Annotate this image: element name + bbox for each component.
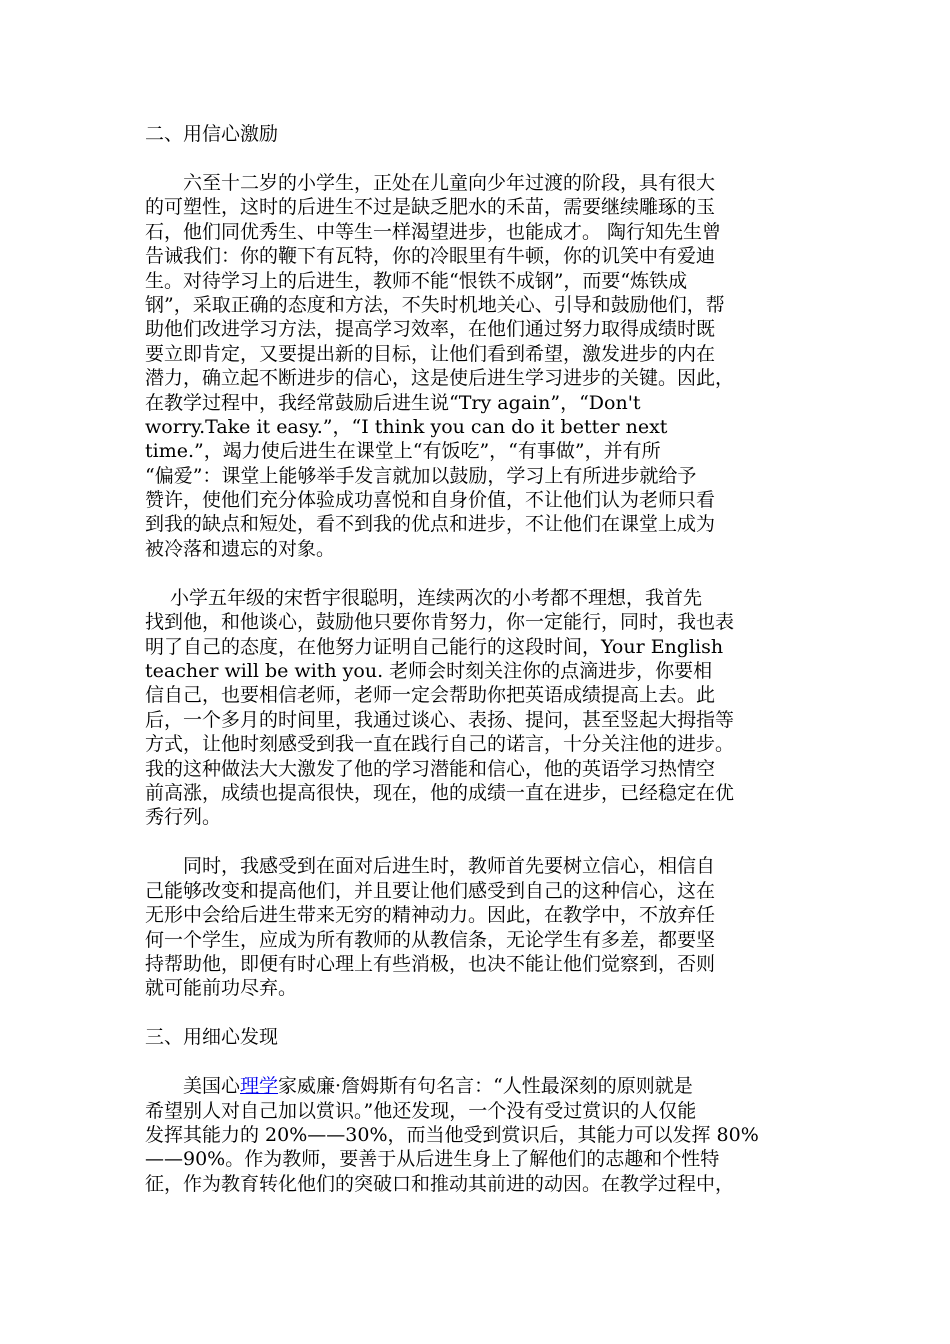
text-line: 找到他，和他谈心，鼓励他只要你肯努力，你一定能行，同时，我也表 — [145, 611, 735, 634]
paragraph — [145, 171, 813, 561]
text-line: 方式，让他时刻感受到我一直在践行自己的诺言，十分关注他的进步。 — [145, 733, 735, 756]
text-segment: 家威廉·詹姆斯有句名言：“人性最深刻的原则就是 — [278, 1075, 693, 1098]
text-line: 后，一个多月的时间里，我通过谈心、表扬、提问，甚至竖起大拇指等 — [145, 708, 735, 731]
spacer — [145, 1050, 813, 1075]
text-line: worry.Take it easy.”，“I think you can do it better next — [145, 415, 668, 438]
text-line: 赞许，使他们充分体验成功喜悦和自身价值，不让他们认为老师只看 — [145, 489, 716, 512]
text-line: 要立即肯定，又要提出新的目标，让他们看到希望，激发进步的内在 — [145, 342, 716, 365]
document-page — [145, 122, 813, 1196]
text-line: 何一个学生，应成为所有教师的从教信条，无论学生有多差，都要坚 — [145, 928, 716, 951]
text-line: 同时，我感受到在面对后进生时，教师首先要树立信心，相信自 — [145, 855, 716, 878]
spacer — [145, 1001, 813, 1026]
text-line: 钢”，采取正确的态度和方法，不失时机地关心、引导和鼓励他们，帮 — [145, 293, 725, 316]
text-line: 告诫我们：你的鞭下有瓦特，你的冷眼里有牛顿，你的讥笑中有爱迪 — [145, 245, 716, 268]
section-heading: 三、用细心发现 — [145, 1026, 279, 1049]
text-line: teacher will be with you. 老师会时刻关注你的点滴进步，你要相 — [145, 660, 713, 682]
text-line: 在教学过程中，我经常鼓励后进生说“Try again”，“Don't — [145, 391, 641, 414]
text-line: 被冷落和遗忘的对象。 — [145, 537, 336, 560]
text-line: 发挥其能力的 20%——30%，而当他受到赏识后，其能力可以发挥 80% — [145, 1124, 759, 1147]
text-line: “偏爱”：课堂上能够举手发言就加以鼓励，学习上有所进步就给予 — [145, 464, 697, 487]
text-line: 生。对待学习上的后进生，教师不能“恨铁不成钢”，而要“炼铁成 — [145, 269, 688, 292]
text-line: 助他们改进学习方法，提高学习效率，在他们通过努力取得成绩时既 — [145, 318, 716, 341]
text-line: 己能够改变和提高他们，并且要让他们感受到自己的这种信心，这在 — [145, 879, 716, 902]
spacer — [145, 830, 813, 855]
text-line: 六至十二岁的小学生，正处在儿童向少年过渡的阶段，具有很大 — [145, 171, 716, 194]
text-line: 前高涨，成绩也提高很快，现在，他的成绩一直在进步，已经稳定在优 — [145, 781, 735, 804]
text-line: time.”，竭力使后进生在课堂上“有饭吃”，“有事做”，并有所 — [145, 440, 661, 463]
text-line: 的可塑性，这时的后进生不过是缺乏肥水的禾苗，需要继续雕琢的玉 — [145, 196, 716, 219]
section-heading: 二、用信心激励 — [145, 123, 279, 145]
spacer — [145, 561, 813, 586]
psychology-link[interactable]: 理学 — [240, 1075, 279, 1098]
text-line: 信自己，也要相信老师，老师一定会帮助你把英语成绩提高上去。此 — [145, 684, 716, 707]
text-line: 明了自己的态度，在他努力证明自己能行的这段时间，Your English — [145, 635, 724, 658]
paragraph — [145, 586, 813, 830]
text-line: 征，作为教育转化他们的突破口和推动其前进的动因。在教学过程中， — [145, 1172, 735, 1195]
text-line — [145, 1074, 813, 1098]
text-line: 秀行列。 — [145, 806, 222, 829]
text-line: 无形中会给后进生带来无穷的精神动力。因此，在教学中，不放弃任 — [145, 904, 716, 927]
text-line: 就可能前功尽弃。 — [145, 977, 298, 1000]
spacer — [145, 146, 813, 171]
text-line: 希望别人对自己加以赏识。”他还发现，一个没有受过赏识的人仅能 — [145, 1099, 697, 1122]
text-line: 持帮助他，即便有时心理上有些消极，也决不能让他们觉察到，否则 — [145, 952, 716, 975]
text-line: 潜力，确立起不断进步的信心，这是使后进生学习进步的关键。因此， — [145, 367, 735, 390]
text-line: 石，他们同优秀生、中等生一样渴望进步，也能成才。 陶行知先生曾 — [145, 220, 722, 243]
text-line: ——90%。作为教师，要善于从后进生身上了解他们的志趣和个性特 — [145, 1148, 720, 1171]
text-segment: 美国心 — [145, 1075, 241, 1098]
paragraph — [145, 1074, 813, 1196]
paragraph — [145, 854, 813, 1000]
text-line: 到我的缺点和短处，看不到我的优点和进步，不让他们在课堂上成为 — [145, 513, 716, 536]
text-line: 我的这种做法大大激发了他的学习潜能和信心，他的英语学习热情空 — [145, 757, 716, 780]
text-line: 小学五年级的宋哲宇很聪明，连续两次的小考都不理想，我首先 — [145, 586, 703, 609]
